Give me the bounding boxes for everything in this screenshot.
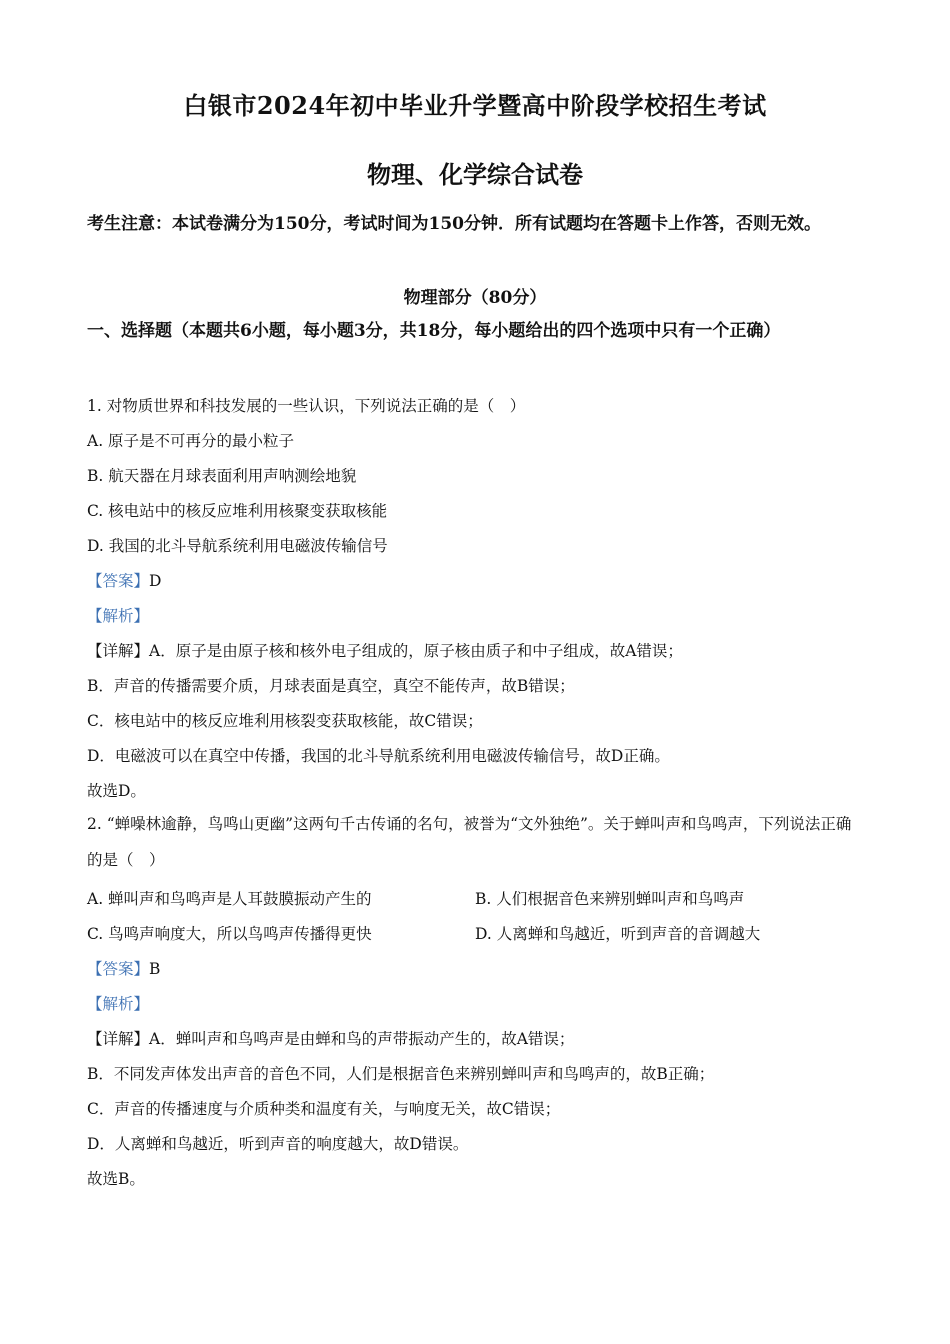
q2-option-c: C. 鸟鸣声响度大，所以鸟鸣声传播得更快 [87,925,372,943]
q1-detail-b: B．声音的传播需要介质，月球表面是真空，真空不能传声，故B错误； [87,677,575,695]
q1-option-a: A. 原子是不可再分的最小粒子 [87,432,295,450]
q2-answer-value: B [149,960,161,978]
q1-detail-d: D．电磁波可以在真空中传播，我国的北斗导航系统利用电磁波传输信号，故D正确。 [87,747,670,765]
q2-conclusion: 故选B。 [87,1170,145,1188]
section-label: 物理部分（80分） [403,288,547,308]
exam-subtitle: 物理、化学综合试卷 [367,160,583,189]
detail-tag: 【详解】 [87,642,150,660]
q2-stem: 2. “蝉噪林逾静，鸟鸣山更幽”这两句千古传诵的名句，被誉为“文外独绝”。关于蝉叫声和鸟鸣声，下列说法正确的是（ ） [87,815,852,869]
q2-option-b: B. 人们根据音色来辨别蝉叫声和鸟鸣声 [475,890,745,908]
q2-detail-b: B．不同发声体发出声音的音色不同，人们是根据音色来辨别蝉叫声和鸟鸣声的，故B正确； [87,1065,715,1083]
q2-detail-a-text: A．蝉叫声和鸟鸣声是由蝉和鸟的声带振动产生的，故A错误； [149,1030,575,1048]
q2-detail-a [87,1027,574,1049]
q1-option-c: C. 核电站中的核反应堆利用核聚变获取核能 [87,502,388,520]
q1-detail-c: C．核电站中的核反应堆利用核裂变获取核能，故C错误； [87,712,483,730]
q1-conclusion: 故选D。 [87,782,146,800]
q1-analysis-tag: 【解析】 [87,607,150,625]
answer-tag: 【答案】 [87,572,150,590]
q1-detail-a-text: A．原子是由原子核和核外电子组成的，原子核由质子和中子组成，故A错误； [149,642,683,660]
part-heading: 一、选择题（本题共6小题，每小题3分，共18分，每小题给出的四个选项中只有一个正确） [87,321,781,341]
q1-detail-a [87,639,683,661]
q2-option-a: A. 蝉叫声和鸟鸣声是人耳鼓膜振动产生的 [87,890,372,908]
q2-detail-d: D．人离蝉和鸟越近，听到声音的响度越大，故D错误。 [87,1135,469,1153]
q2-answer [87,957,160,979]
exam-notice: 考生注意：本试卷满分为150分，考试时间为150分钟．所有试题均在答题卡上作答，否则无效。 [87,214,821,234]
answer-tag: 【答案】 [87,960,150,978]
q1-answer [87,569,161,591]
detail-tag: 【详解】 [87,1030,150,1048]
q1-option-d: D. 我国的北斗导航系统利用电磁波传输信号 [87,537,388,555]
q2-detail-c: C．声音的传播速度与介质种类和温度有关，与响度无关，故C错误； [87,1100,561,1118]
q1-stem: 1. 对物质世界和科技发展的一些认识，下列说法正确的是（ ） [87,397,526,415]
exam-title: 白银市2024年初中毕业升学暨高中阶段学校招生考试 [183,91,767,120]
q2-analysis-tag: 【解析】 [87,995,150,1013]
q1-answer-value: D [149,572,162,590]
q2-option-d: D. 人离蝉和鸟越近，听到声音的音调越大 [475,925,761,943]
q1-option-b: B. 航天器在月球表面利用声呐测绘地貌 [87,467,357,485]
